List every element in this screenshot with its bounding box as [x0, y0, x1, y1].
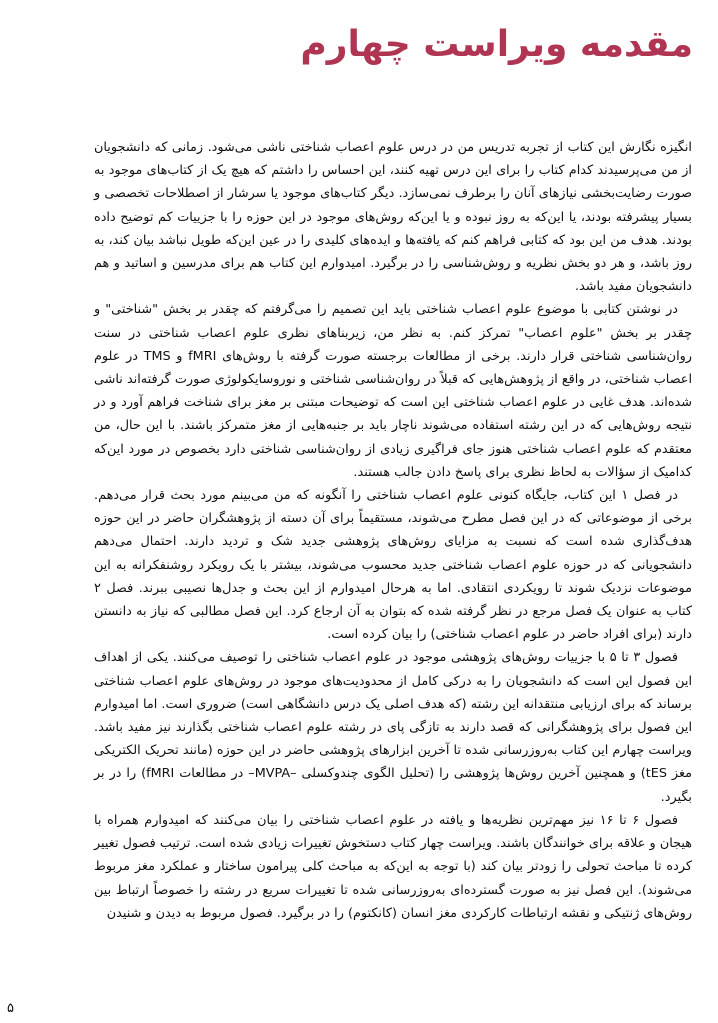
paragraph-5: فصول ۶ تا ۱۶ نیز مهم‌ترین نظریه‌ها و یافته در علوم اعصاب شناختی را بیان می‌کنند که امیدوارم همراه با هیجان و علاقه برای خوانندگان باشند. ویراست چهار کتاب دستخوش تغییرات زیادی شده است. ترتیب فصول تغییر کرده تا مباحث تحولی را زودتر بیان کند (با توجه به این‌که به مباحث کلی پیرامون ساختار و عملکرد مغز مربوط می‌شوند). این فصل نیز به صورت گسترده‌ای به‌روزرسانی شده تا تغییرات سریع در رشته را خصوصاً ارتباط بین روش‌های ژنتیکی و نقشه ارتباطات کارکردی مغز انسان (کانکتوم) را در برگیرد. فصول مربوط به دیدن و شنیدن — [94, 812, 692, 921]
paragraph-1: انگیزه نگارش این کتاب از تجربه تدریس من در درس علوم اعصاب شناختی ناشی می‌شود. زمانی که دانشجویان از من می‌پرسیدند کدام کتاب را برای این درس تهیه کنند، این احساس را داشتم که هیچ یک از کتاب‌های موجود به صورت رضایت‌بخشی نیازهای آنان را برطرف نمی‌سازد. دیگر کتاب‌های موجود یا سرشار از اصطلاحات تخصصی و بسیار پیشرفته بودند، یا این‌که به روز نبوده و یا این‌که روش‌های موجود در این حوزه را با جزییات کم توضیح داده بودند. هدف من این بود که کتابی فراهم کنم که یافته‌ها و ایده‌های کلیدی را در عین این‌که طویل نباشد بیان کند، به روز باشد، و هر دو بخش نظریه و روش‌شناسی را در برگیرد. امیدوارم این کتاب هم برای مدرسین و اساتید و هم دانشجویان مفید باشد. — [94, 140, 692, 295]
page-title: مقدمه ویراست چهارم — [300, 24, 693, 65]
paragraph-2: در نوشتن کتابی با موضوع علوم اعصاب شناختی باید این تصمیم را می‌گرفتم که چقدر بر بخش "شناختی" و چقدر بر بخش "علوم اعصاب" تمرکز کنم. به نظر من، زیربناهای نظری علوم اعصاب شناختی در سنت روان‌شناسی شناختی قرار دارند. برخی از مطالعات برجسته صورت گرفته با روش‌های fMRI و TMS در علوم اعصاب شناختی، در واقع از پژوهش‌هایی که قبلاً در روان‌شناسی شناختی و نوروسایکولوژی صورت گرفته‌اند ناشی شده‌اند. هدف غایی در علوم اعصاب شناختی این است که توضیحات مبتنی بر مغز برای شناخت فراهم آورد و در نتیجه روش‌هایی که در این رشته استفاده می‌شوند ناچار باید بر جنبه‌هایی از مغز متمرکز باشند. با این حال، من معتقدم که علوم اعصاب شناختی هنوز جای فراگیری زیادی از روان‌شناسی شناختی دارد بخصوص در مورد این‌که کدامیک از سؤالات به لحاظ نظری برای پاسخ دادن جالب هستند. — [94, 302, 692, 480]
paragraph-4: فصول ۳ تا ۵ با جزییات روش‌های پژوهشی موجود در علوم اعصاب شناختی را توصیف می‌کنند. یکی از اهداف این فصول این است که دانشجویان را به درکی کامل از محدودیت‌های موجود در روش‌های علوم اعصاب شناختی برساند که برای ارزیابی منتقدانه این رشته (که هدف اصلی یک درس دانشگاهی است) ضروری است. اما امیدوارم این فصول برای پژوهشگرانی که قصد دارند به تازگی پای در رشته علوم اعصاب شناختی بگذارند نیز مفید باشد. ویراست چهارم این کتاب به‌روزرسانی شده تا آخرین ابزارهای پژوهشی حاضر در این حوزه (مانند تحریک الکتریکی مغز tES) و همچنین آخرین روش‌ها پژوهشی را (تحلیل الگوی چندوکسلی –MVPA– در مطالعات fMRI) را در بر بگیرد. — [94, 650, 692, 805]
page-number: ۵ — [7, 1001, 14, 1016]
paragraph-3: در فصل ۱ این کتاب، جایگاه کنونی علوم اعصاب شناختی را آنگونه که من می‌بینم مورد بحث قرار می‌دهم. برخی از موضوعاتی که در این فصل مطرح می‌شوند، مستقیماً برای آن دسته از پژوهشگران حاضر در این حوزه هدف‌گذاری شده است که نسبت به مزایای روش‌های پژوهشی جدید شک و تردید دارند. احتمال می‌دهم دانشجویانی که در حوزه علوم اعصاب شناختی جدید محسوب می‌شوند، بیشتر با یک رویکرد روشنفکرانه به این موضوعات نزدیک شوند تا رویکردی انتقادی. اما به هرحال امیدوارم از این بحث و جدل‌ها نصیبی ببرند. فصل ۲ کتاب به عنوان یک فصل مرجع در نظر گرفته شده که بتوان به آن ارجاع کرد. این فصل مطالبی که نیاز به دانستن دارند (برای افراد حاضر در علوم اعصاب شناختی) را بیان کرده است. — [94, 488, 692, 643]
body-text — [94, 136, 692, 925]
